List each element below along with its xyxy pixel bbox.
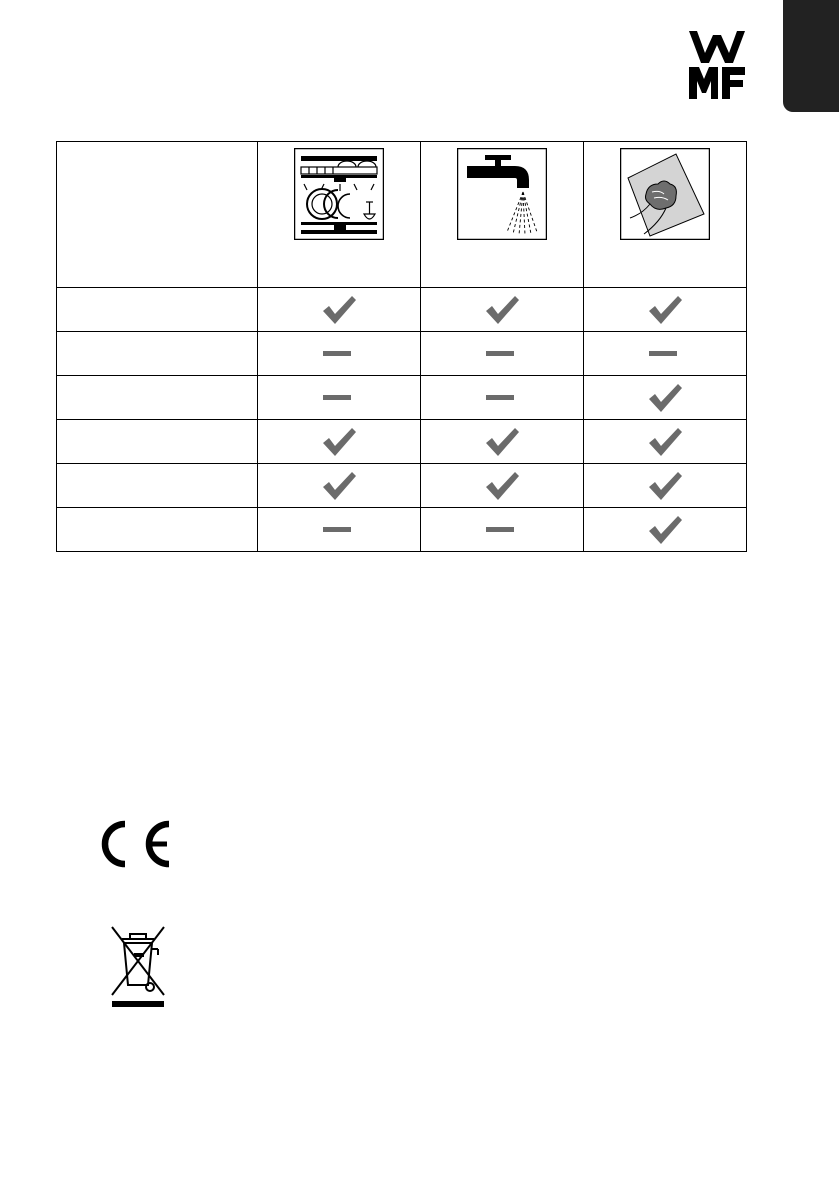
- mark-cell: [584, 288, 747, 332]
- row-label: [57, 420, 258, 464]
- mark-cell: [258, 464, 421, 508]
- check-icon: [321, 471, 357, 501]
- check-icon: [484, 427, 520, 457]
- dash-icon: [484, 515, 520, 545]
- mark-cell: [584, 508, 747, 552]
- row-label: [57, 288, 258, 332]
- crossed-out-bin-icon: [108, 925, 168, 1009]
- table-row: [57, 464, 747, 508]
- check-icon: [647, 515, 683, 545]
- mark-cell: [421, 332, 584, 376]
- dash-icon: [647, 339, 683, 369]
- ce-mark-icon: [97, 818, 173, 870]
- row-label: [57, 464, 258, 508]
- check-icon: [321, 295, 357, 325]
- dash-icon: [321, 383, 357, 413]
- check-icon: [484, 471, 520, 501]
- dishwasher-icon: [294, 148, 384, 240]
- mark-cell: [584, 420, 747, 464]
- mark-cell: [584, 332, 747, 376]
- header-wipe-cell: [584, 142, 747, 288]
- check-icon: [647, 427, 683, 457]
- header-label-cell: [57, 142, 258, 288]
- check-icon: [647, 471, 683, 501]
- mark-cell: [421, 464, 584, 508]
- row-label: [57, 376, 258, 420]
- care-instructions-table: [56, 141, 747, 552]
- dash-icon: [484, 339, 520, 369]
- mark-cell: [584, 464, 747, 508]
- table-row: [57, 420, 747, 464]
- mark-cell: [258, 508, 421, 552]
- table-row: [57, 508, 747, 552]
- table-row: [57, 288, 747, 332]
- check-icon: [647, 383, 683, 413]
- table-row: [57, 376, 747, 420]
- mark-cell: [258, 332, 421, 376]
- wipe-with-cloth-icon: [620, 148, 710, 240]
- table-header-row: [57, 142, 747, 288]
- wmf-logo: [687, 27, 747, 101]
- dash-icon: [321, 515, 357, 545]
- check-icon: [321, 427, 357, 457]
- mark-cell: [421, 376, 584, 420]
- chapter-tab: [783, 0, 839, 112]
- mark-cell: [421, 508, 584, 552]
- dash-icon: [484, 383, 520, 413]
- check-icon: [484, 295, 520, 325]
- mark-cell: [258, 420, 421, 464]
- header-rinse-cell: [421, 142, 584, 288]
- mark-cell: [258, 288, 421, 332]
- mark-cell: [584, 376, 747, 420]
- rinse-under-tap-icon: [457, 148, 547, 240]
- row-label: [57, 332, 258, 376]
- mark-cell: [421, 288, 584, 332]
- table-row: [57, 332, 747, 376]
- mark-cell: [421, 420, 584, 464]
- mark-cell: [258, 376, 421, 420]
- dash-icon: [321, 339, 357, 369]
- header-dishwasher-cell: [258, 142, 421, 288]
- row-label: [57, 508, 258, 552]
- check-icon: [647, 295, 683, 325]
